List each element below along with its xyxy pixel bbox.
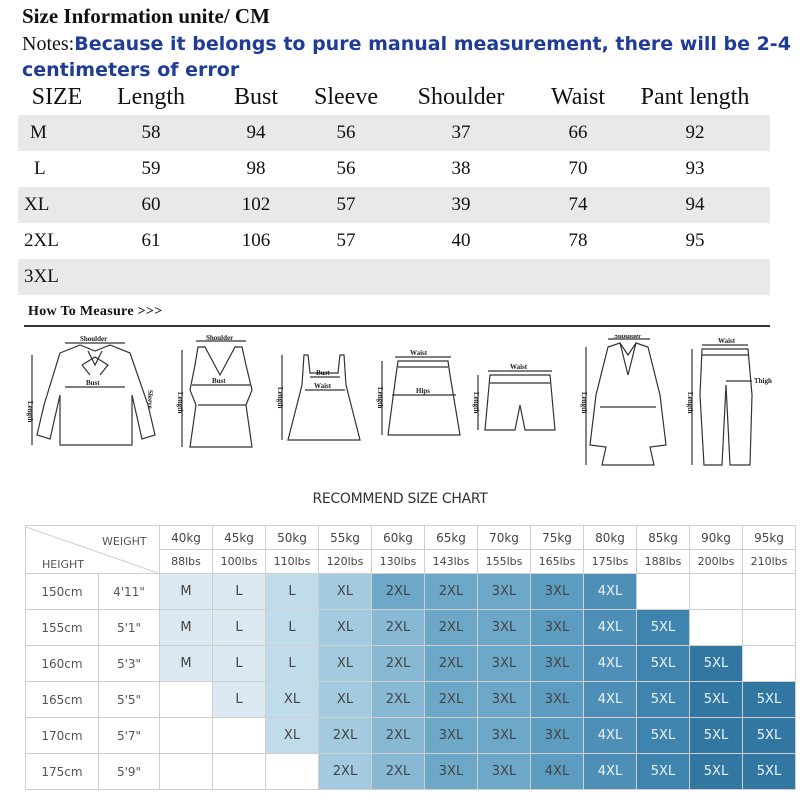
weight-lbs-header: 88lbs <box>160 550 213 574</box>
page-title: Size Information unite/ CM <box>22 4 270 28</box>
size-value: 94 <box>620 187 770 223</box>
recommended-size-cell: 5XL <box>743 718 796 754</box>
skirt-diagram <box>376 349 460 435</box>
weight-lbs-header: 188lbs <box>637 550 690 574</box>
size-value <box>206 259 306 295</box>
height-ft: 5'5" <box>99 682 160 718</box>
size-value: 58 <box>96 115 206 151</box>
height-cm: 155cm <box>26 610 99 646</box>
size-table-header <box>18 79 770 115</box>
recommended-size-cell: M <box>160 574 213 610</box>
size-row <box>18 223 770 259</box>
recommended-size-cell: 3XL <box>478 610 531 646</box>
recommended-size-cell: 3XL <box>478 682 531 718</box>
recommended-size-cell: 5XL <box>743 682 796 718</box>
size-value: 61 <box>141 230 161 251</box>
height-ft: 4'11" <box>99 574 160 610</box>
recommended-size-cell: XL <box>319 574 372 610</box>
size-table <box>18 79 770 295</box>
size-value: 70 <box>568 158 588 179</box>
recommended-size-cell: 2XL <box>425 646 478 682</box>
recommended-size-cell: 2XL <box>372 682 425 718</box>
recommended-size-cell: 3XL <box>531 646 584 682</box>
weight-lbs-header: 210lbs <box>743 550 796 574</box>
recommend-title: RECOMMEND SIZE CHART <box>312 491 488 507</box>
height-ft: 5'1" <box>99 610 160 646</box>
recommended-size-cell: 5XL <box>637 718 690 754</box>
recommended-size-cell: 2XL <box>372 610 425 646</box>
weight-lbs-header: 175lbs <box>584 550 637 574</box>
size-row <box>18 151 770 187</box>
recommended-size-cell: 2XL <box>372 754 425 790</box>
size-value: 74 <box>536 187 620 223</box>
height-cm: 170cm <box>26 718 99 754</box>
svg-text:HEIGHT: HEIGHT <box>42 557 84 571</box>
height-cm: 165cm <box>26 682 99 718</box>
weight-height-header <box>26 526 160 574</box>
vest-diagram <box>176 335 252 447</box>
height-row <box>26 610 796 646</box>
size-label: XL <box>18 187 96 223</box>
height-ft: 5'3" <box>99 646 160 682</box>
recommended-size-cell: 5XL <box>637 682 690 718</box>
recommended-size-cell <box>743 646 796 682</box>
size-column-header: Shoulder <box>417 83 505 110</box>
recommended-size-cell: 3XL <box>425 718 478 754</box>
recommended-size-cell: 3XL <box>478 646 531 682</box>
svg-text:Hips: Hips <box>416 387 431 395</box>
svg-text:Waist: Waist <box>314 382 332 390</box>
recommended-size-cell: 4XL <box>584 646 637 682</box>
weight-kg-header: 95kg <box>743 526 796 550</box>
size-row <box>18 115 770 151</box>
svg-text:Waist: Waist <box>718 337 736 345</box>
svg-text:Length: Length <box>376 387 384 409</box>
weight-kg-header: 80kg <box>584 526 637 550</box>
recommended-size-cell: 2XL <box>425 610 478 646</box>
recommended-size-cell: L <box>266 574 319 610</box>
recommended-size-cell: 2XL <box>319 718 372 754</box>
svg-text:Bust: Bust <box>316 369 330 377</box>
recommended-size-cell: 4XL <box>584 754 637 790</box>
size-value: 38 <box>451 158 471 179</box>
measurement-diagrams <box>20 335 780 475</box>
dress-diagram <box>276 355 360 440</box>
weight-kg-header: 60kg <box>372 526 425 550</box>
size-value: 40 <box>451 230 471 251</box>
svg-text:Length: Length <box>472 392 480 414</box>
weight-lbs-header: 110lbs <box>266 550 319 574</box>
height-row <box>26 646 796 682</box>
recommended-size-cell: L <box>266 646 319 682</box>
size-value <box>536 259 620 295</box>
recommended-size-cell: 3XL <box>478 574 531 610</box>
svg-text:Length: Length <box>276 387 284 409</box>
pants-diagram <box>686 337 772 465</box>
size-value: 106 <box>241 230 271 251</box>
size-value: 60 <box>96 187 206 223</box>
recommended-size-cell <box>690 610 743 646</box>
size-value: 57 <box>306 187 386 223</box>
size-column-header: Sleeve <box>314 83 378 110</box>
weight-kg-header: 50kg <box>266 526 319 550</box>
size-label: L <box>34 158 46 179</box>
divider <box>24 325 770 327</box>
weight-lbs-header: 130lbs <box>372 550 425 574</box>
recommended-size-cell <box>160 718 213 754</box>
size-value <box>620 259 770 295</box>
notes-label: Notes: <box>22 33 75 55</box>
svg-text:Shoulder: Shoulder <box>614 335 642 340</box>
size-column-header: SIZE <box>31 83 83 110</box>
recommended-size-cell: M <box>160 646 213 682</box>
size-value <box>386 259 536 295</box>
size-value: 57 <box>336 230 356 251</box>
recommended-size-cell: 2XL <box>425 574 478 610</box>
size-value: 102 <box>206 187 306 223</box>
size-column-header: Length <box>117 83 185 110</box>
height-row <box>26 718 796 754</box>
recommended-size-cell: L <box>213 682 266 718</box>
recommended-size-cell: 4XL <box>584 682 637 718</box>
recommended-size-cell <box>160 754 213 790</box>
recommended-size-cell <box>690 574 743 610</box>
weight-lbs-header: 120lbs <box>319 550 372 574</box>
size-value <box>306 259 386 295</box>
size-value: 66 <box>536 115 620 151</box>
size-value: 59 <box>141 158 161 179</box>
size-column-header: Pant length <box>640 83 750 110</box>
recommended-size-cell: 3XL <box>531 574 584 610</box>
height-row <box>26 754 796 790</box>
recommended-size-cell <box>213 718 266 754</box>
height-row <box>26 682 796 718</box>
size-value: 39 <box>386 187 536 223</box>
weight-kg-header: 85kg <box>637 526 690 550</box>
weight-lbs-header: 200lbs <box>690 550 743 574</box>
recommended-size-cell <box>637 574 690 610</box>
recommended-size-cell: 2XL <box>372 646 425 682</box>
height-cm: 160cm <box>26 646 99 682</box>
recommended-size-cell: L <box>266 610 319 646</box>
recommended-size-cell: 5XL <box>743 754 796 790</box>
blouse-diagram <box>26 335 155 445</box>
weight-kg-header: 55kg <box>319 526 372 550</box>
size-label: 2XL <box>24 230 59 251</box>
size-column-header: Waist <box>550 83 606 110</box>
recommended-size-cell: 2XL <box>372 574 425 610</box>
size-value: 95 <box>685 230 705 251</box>
recommended-size-cell <box>213 754 266 790</box>
size-value: 56 <box>306 115 386 151</box>
recommended-size-cell: 5XL <box>690 754 743 790</box>
recommend-size-chart <box>25 525 796 790</box>
recommended-size-cell: XL <box>319 610 372 646</box>
weight-lbs-header: 143lbs <box>425 550 478 574</box>
svg-text:Waist: Waist <box>510 363 528 371</box>
svg-text:WEIGHT: WEIGHT <box>102 534 147 548</box>
size-label: 3XL <box>18 259 96 295</box>
weight-kg-header: 70kg <box>478 526 531 550</box>
recommended-size-cell <box>160 682 213 718</box>
recommended-size-cell: XL <box>319 682 372 718</box>
recommended-size-cell: 4XL <box>584 574 637 610</box>
size-column-header: Bust <box>233 83 278 110</box>
svg-text:Shoulder: Shoulder <box>80 335 108 343</box>
weight-kg-header: 75kg <box>531 526 584 550</box>
weight-kg-header: 45kg <box>213 526 266 550</box>
recommended-size-cell: 3XL <box>531 682 584 718</box>
recommended-size-cell: 4XL <box>584 610 637 646</box>
size-value: 94 <box>206 115 306 151</box>
recommended-size-cell: 5XL <box>637 610 690 646</box>
coat-diagram <box>580 335 666 465</box>
svg-text:Length: Length <box>26 401 34 423</box>
size-row <box>18 259 770 295</box>
how-to-measure-title: How To Measure >>> <box>28 304 163 319</box>
weight-kg-header: 65kg <box>425 526 478 550</box>
size-value: 98 <box>246 158 266 179</box>
recommended-size-cell: 5XL <box>637 754 690 790</box>
recommended-size-cell: 2XL <box>372 718 425 754</box>
recommended-size-cell: 5XL <box>690 718 743 754</box>
recommended-size-cell: 3XL <box>531 610 584 646</box>
size-value: 92 <box>620 115 770 151</box>
height-ft: 5'7" <box>99 718 160 754</box>
svg-text:Length: Length <box>686 392 694 414</box>
svg-text:Thigh: Thigh <box>754 377 772 385</box>
recommended-size-cell <box>266 754 319 790</box>
size-value: 78 <box>568 230 588 251</box>
recommended-size-cell <box>743 610 796 646</box>
svg-text:Length: Length <box>580 392 588 414</box>
size-label: M <box>18 115 96 151</box>
weight-lbs-header: 100lbs <box>213 550 266 574</box>
size-value: 93 <box>685 158 705 179</box>
recommended-size-cell: 4XL <box>531 754 584 790</box>
notes <box>22 31 792 83</box>
recommended-size-cell: 5XL <box>637 646 690 682</box>
weight-kg-header: 90kg <box>690 526 743 550</box>
weight-lbs-header: 155lbs <box>478 550 531 574</box>
size-value <box>96 259 206 295</box>
height-row <box>26 574 796 610</box>
svg-text:Bust: Bust <box>86 379 100 387</box>
recommended-size-cell: 3XL <box>531 718 584 754</box>
svg-text:Sleeve: Sleeve <box>146 390 154 409</box>
recommended-size-cell: 2XL <box>425 682 478 718</box>
recommended-size-cell: L <box>213 610 266 646</box>
recommended-size-cell: 2XL <box>319 754 372 790</box>
recommended-size-cell: 5XL <box>690 646 743 682</box>
height-cm: 150cm <box>26 574 99 610</box>
svg-text:Waist: Waist <box>410 349 428 357</box>
recommended-size-cell: 3XL <box>478 754 531 790</box>
header-diagonal <box>26 527 158 573</box>
recommended-size-cell: 4XL <box>584 718 637 754</box>
recommended-size-cell <box>743 574 796 610</box>
size-row <box>18 187 770 223</box>
svg-text:Length: Length <box>176 392 184 414</box>
recommended-size-cell: M <box>160 610 213 646</box>
weight-kg-header: 40kg <box>160 526 213 550</box>
notes-text: Because it belongs to pure manual measurement, there will be 2-4 centimeters of error <box>22 33 791 81</box>
recommended-size-cell: 5XL <box>690 682 743 718</box>
size-value: 56 <box>336 158 356 179</box>
svg-text:Shoulder: Shoulder <box>206 335 234 342</box>
recommended-size-cell: 3XL <box>478 718 531 754</box>
weight-lbs-header: 165lbs <box>531 550 584 574</box>
shorts-diagram <box>472 363 555 430</box>
recommended-size-cell: XL <box>266 718 319 754</box>
recommended-size-cell: XL <box>319 646 372 682</box>
height-cm: 175cm <box>26 754 99 790</box>
recommended-size-cell: 3XL <box>425 754 478 790</box>
recommended-size-cell: XL <box>266 682 319 718</box>
recommended-size-cell: L <box>213 574 266 610</box>
recommended-size-cell: L <box>213 646 266 682</box>
height-ft: 5'9" <box>99 754 160 790</box>
svg-text:Bust: Bust <box>212 377 226 385</box>
size-value: 37 <box>386 115 536 151</box>
